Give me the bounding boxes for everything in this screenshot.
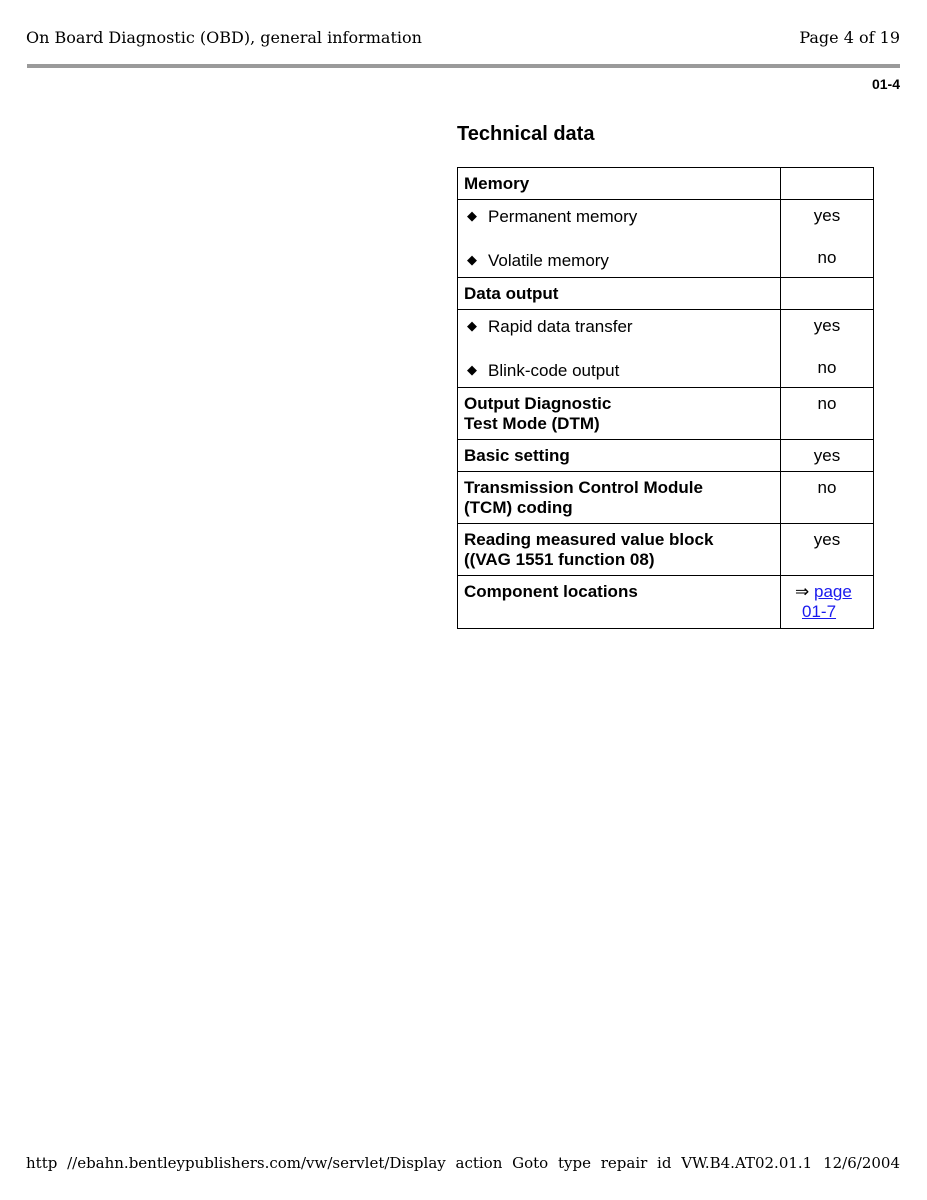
value-permanent-memory: yes [813, 206, 841, 225]
row-label-data-output: Data output [464, 284, 559, 303]
technical-data-table [457, 167, 874, 629]
value-dtm: no [817, 394, 837, 413]
table-row-memory [458, 168, 874, 200]
row-label-component-locations: Component locations [464, 582, 638, 601]
list-item [458, 361, 780, 381]
diamond-bullet-icon: ◆ [467, 208, 477, 223]
row-label-memory: Memory [464, 174, 530, 193]
value-rapid-data-transfer: yes [813, 316, 841, 335]
section-title: Technical data [457, 123, 595, 145]
row-label-basic-setting: Basic setting [464, 446, 570, 465]
link-text-page-number: 01-7 [802, 602, 837, 621]
item-label-permanent-memory: Permanent memory [488, 207, 638, 226]
value-blink-code-output: no [817, 358, 837, 377]
item-label-blink-code-output: Blink-code output [488, 361, 620, 380]
component-locations-page-number-link[interactable] [781, 602, 873, 622]
empty-value-cell [781, 278, 874, 310]
diamond-bullet-icon: ◆ [467, 252, 477, 267]
table-row-measured-value-block [458, 524, 874, 576]
row-label-measured-line2: ((VAG 1551 function 08) [464, 550, 655, 569]
header-divider [27, 64, 900, 68]
row-label-tcm-line2: (TCM) coding [464, 498, 573, 517]
table-row-memory-items [458, 200, 874, 278]
diamond-bullet-icon: ◆ [467, 318, 477, 333]
value-volatile-memory: no [817, 248, 837, 267]
footer-url: http //ebahn.bentleypublishers.com/vw/servlet/Display action Goto type repair id VW.B4.AT02.01.1 [26, 1154, 813, 1172]
doc-number: 01-4 [871, 76, 900, 92]
row-label-dtm-line2: Test Mode (DTM) [464, 414, 600, 433]
link-text-page: page [813, 582, 852, 601]
table-row-data-output-items [458, 310, 874, 388]
page-indicator: Page 4 of 19 [799, 28, 900, 47]
table-row-tcm-coding [458, 472, 874, 524]
row-label-dtm-line1: Output Diagnostic [464, 394, 612, 413]
table-row-basic-setting [458, 440, 874, 472]
footer-date: 12/6/2004 [823, 1154, 900, 1172]
value-tcm-coding: no [817, 478, 837, 497]
item-label-volatile-memory: Volatile memory [488, 251, 609, 270]
item-label-rapid-data-transfer: Rapid data transfer [488, 317, 633, 336]
list-item [458, 317, 780, 337]
list-item [458, 251, 780, 271]
table-row-component-locations [458, 576, 874, 629]
component-locations-page-link[interactable] [814, 582, 852, 601]
table-row-dtm [458, 388, 874, 440]
table-row-data-output [458, 278, 874, 310]
diamond-bullet-icon: ◆ [467, 362, 477, 377]
document-title: On Board Diagnostic (OBD), general information [26, 28, 422, 47]
value-basic-setting: yes [813, 446, 841, 465]
list-item [458, 207, 780, 227]
row-label-measured-line1: Reading measured value block [464, 530, 714, 549]
row-label-tcm-line1: Transmission Control Module [464, 478, 703, 497]
empty-value-cell [781, 168, 874, 200]
value-measured-value-block: yes [813, 530, 841, 549]
right-arrow-icon: ⇒ [795, 582, 810, 601]
